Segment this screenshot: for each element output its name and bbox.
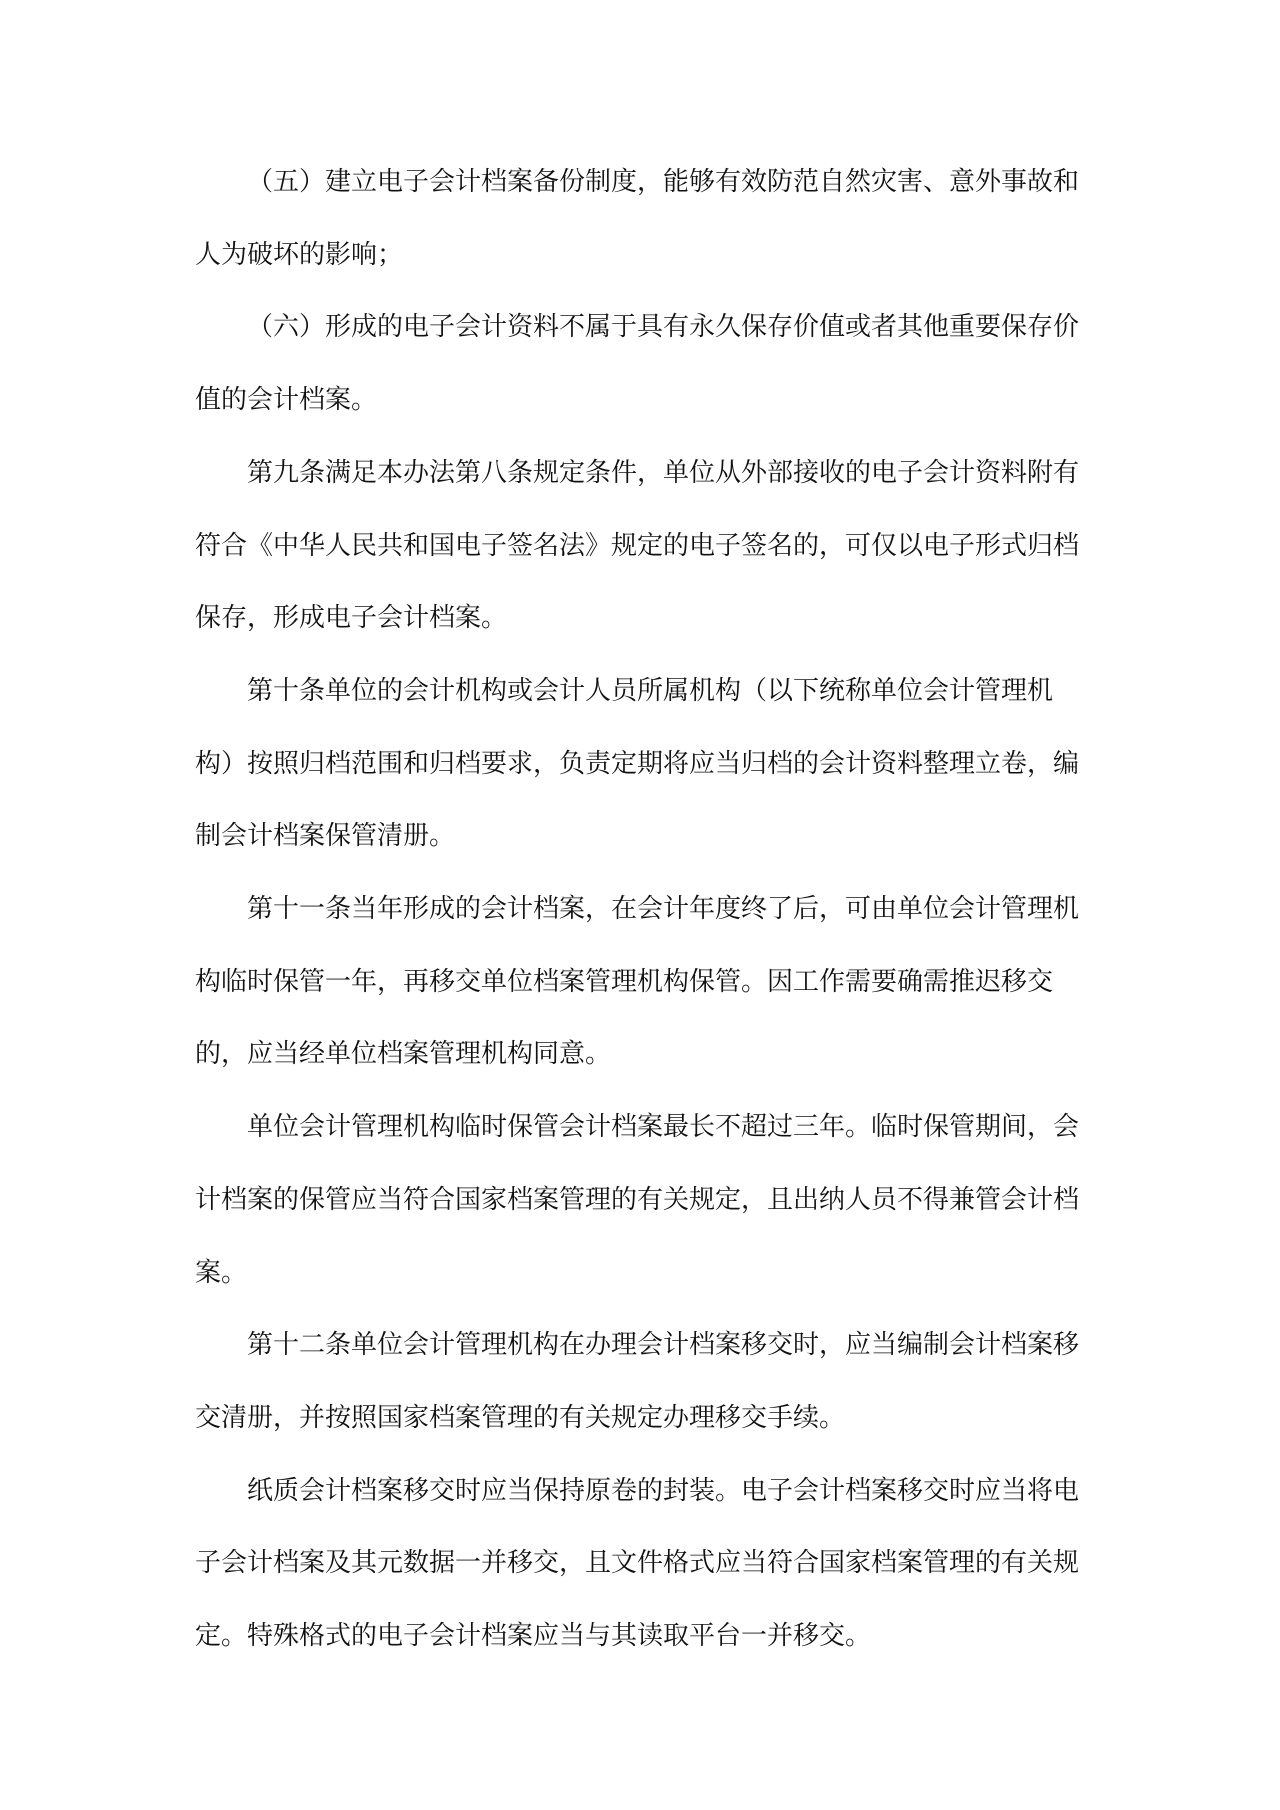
document-body	[195, 146, 1081, 1673]
article-12-continuation-paragraph: 纸质会计档案移交时应当保持原卷的封装。电子会计档案移交时应当将电子会计档案及其元数据一并移交，且文件格式应当符合国家档案管理的有关规定。特殊格式的电子会计档案应当与其读取平台一并移交。	[195, 1475, 1080, 1652]
item-6-paragraph: （六）形成的电子会计资料不属于具有永久保存价值或者其他重要保存价值的会计档案。	[195, 312, 1080, 416]
article-9-paragraph: 第九条满足本办法第八条规定条件，单位从外部接收的电子会计资料附有符合《中华人民共和国电子签名法》规定的电子签名的，可仅以电子形式归档保存，形成电子会计档案。	[195, 457, 1080, 634]
article-12-paragraph: 第十二条单位会计管理机构在办理会计档案移交时，应当编制会计档案移交清册，并按照国家档案管理的有关规定办理移交手续。	[195, 1330, 1080, 1433]
item-5-paragraph: （五）建立电子会计档案备份制度，能够有效防范自然灾害、意外事故和人为破坏的影响；	[195, 167, 1080, 270]
article-10-paragraph: 第十条单位的会计机构或会计人员所属机构（以下统称单位会计管理机构）按照归档范围和归档要求，负责定期将应当归档的会计资料整理立卷，编制会计档案保管清册。	[195, 675, 1080, 852]
article-11-paragraph: 第十一条当年形成的会计档案，在会计年度终了后，可由单位会计管理机构临时保管一年，再移交单位档案管理机构保管。因工作需要确需推迟移交的，应当经单位档案管理机构同意。	[195, 894, 1080, 1070]
article-11-continuation-paragraph: 单位会计管理机构临时保管会计档案最长不超过三年。临时保管期间，会计档案的保管应当符合国家档案管理的有关规定，且出纳人员不得兼管会计档案。	[195, 1112, 1080, 1288]
